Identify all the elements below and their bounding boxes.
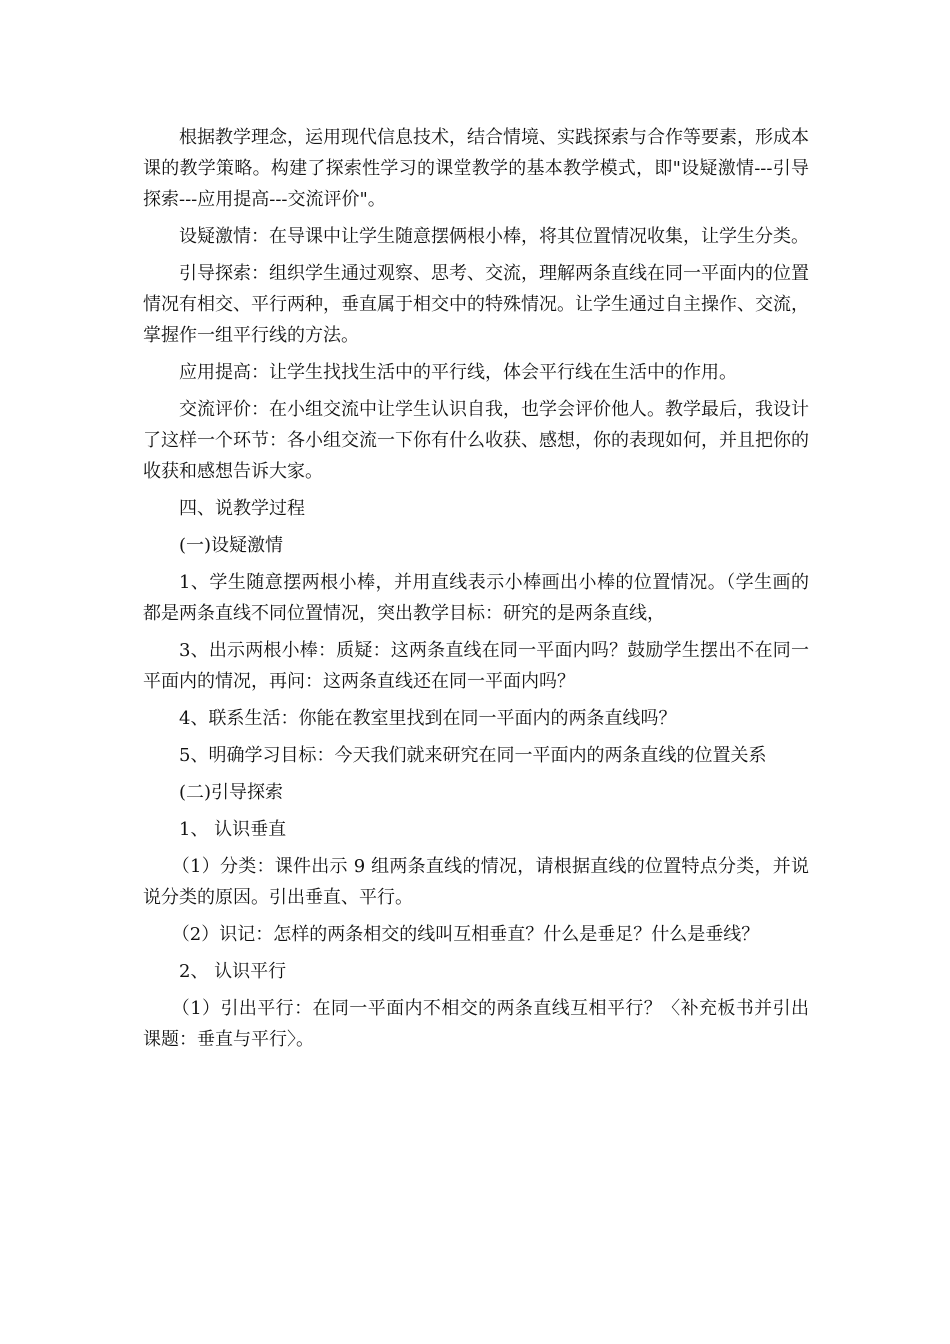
sub-item-parallel: 2、 认识平行 bbox=[179, 961, 287, 982]
paragraph-stage-2: 引导探索：组织学生通过观察、思考、交流，理解两条直线在同一平面内的位置情况有相交、平行两种，垂直属于相交中的特殊情况。让学生通过自主操作、交流，掌握作一组平行线的方法。 bbox=[143, 263, 809, 346]
subheading-part-2: (二)引导探索 bbox=[179, 782, 284, 803]
paragraph-stage-3: 应用提高：让学生找找生活中的平行线，体会平行线在生活中的作用。 bbox=[179, 362, 737, 383]
sub-item-memorize: （2）识记：怎样的两条相交的线叫互相垂直？什么是垂足？什么是垂线？ bbox=[171, 924, 760, 945]
paragraph-teaching-strategy: 根据教学理念，运用现代信息技术，结合情境、实践探索与合作等要素，形成本课的教学策略。构建了探索性学习的课堂教学的基本教学模式，即"设疑激情---引导探索---应用提高---交流评价"。 bbox=[143, 127, 809, 210]
list-item-3: 3、出示两根小棒：质疑：这两条直线在同一平面内吗？鼓励学生摆出不在同一平面内的情况，再问：这两条直线还在同一平面内吗？ bbox=[143, 640, 809, 692]
paragraph-stage-4: 交流评价：在小组交流中让学生认识自我，也学会评价他人。教学最后，我设计了这样一个环节：各小组交流一下你有什么收获、感想，你的表现如何，并且把你的收获和感想告诉大家。 bbox=[143, 399, 809, 482]
list-item-4: 4、联系生活：你能在教室里找到在同一平面内的两条直线吗？ bbox=[179, 708, 677, 729]
list-item-5: 5、明确学习目标：今天我们就来研究在同一平面内的两条直线的位置关系 bbox=[179, 745, 767, 766]
sub-item-introduce-parallel: （1）引出平行：在同一平面内不相交的两条直线互相平行？〈补充板书并引出课题：垂直与平行〉。 bbox=[143, 998, 809, 1050]
sub-item-perpendicular: 1、 认识垂直 bbox=[179, 819, 287, 840]
section-heading-process: 四、说教学过程 bbox=[179, 498, 305, 519]
subheading-part-1: (一)设疑激情 bbox=[179, 535, 284, 556]
paragraph-stage-1: 设疑激情：在导课中让学生随意摆俩根小棒，将其位置情况收集，让学生分类。 bbox=[179, 226, 809, 247]
list-item-1: 1、学生随意摆两根小棒，并用直线表示小棒画出小棒的位置情况。（学生画的都是两条直线不同位置情况，突出教学目标：研究的是两条直线， bbox=[143, 572, 809, 624]
sub-item-classify: （1）分类：课件出示 9 组两条直线的情况，请根据直线的位置特点分类，并说说分类的原因。引出垂直、平行。 bbox=[143, 856, 809, 908]
document-body bbox=[143, 122, 809, 1061]
